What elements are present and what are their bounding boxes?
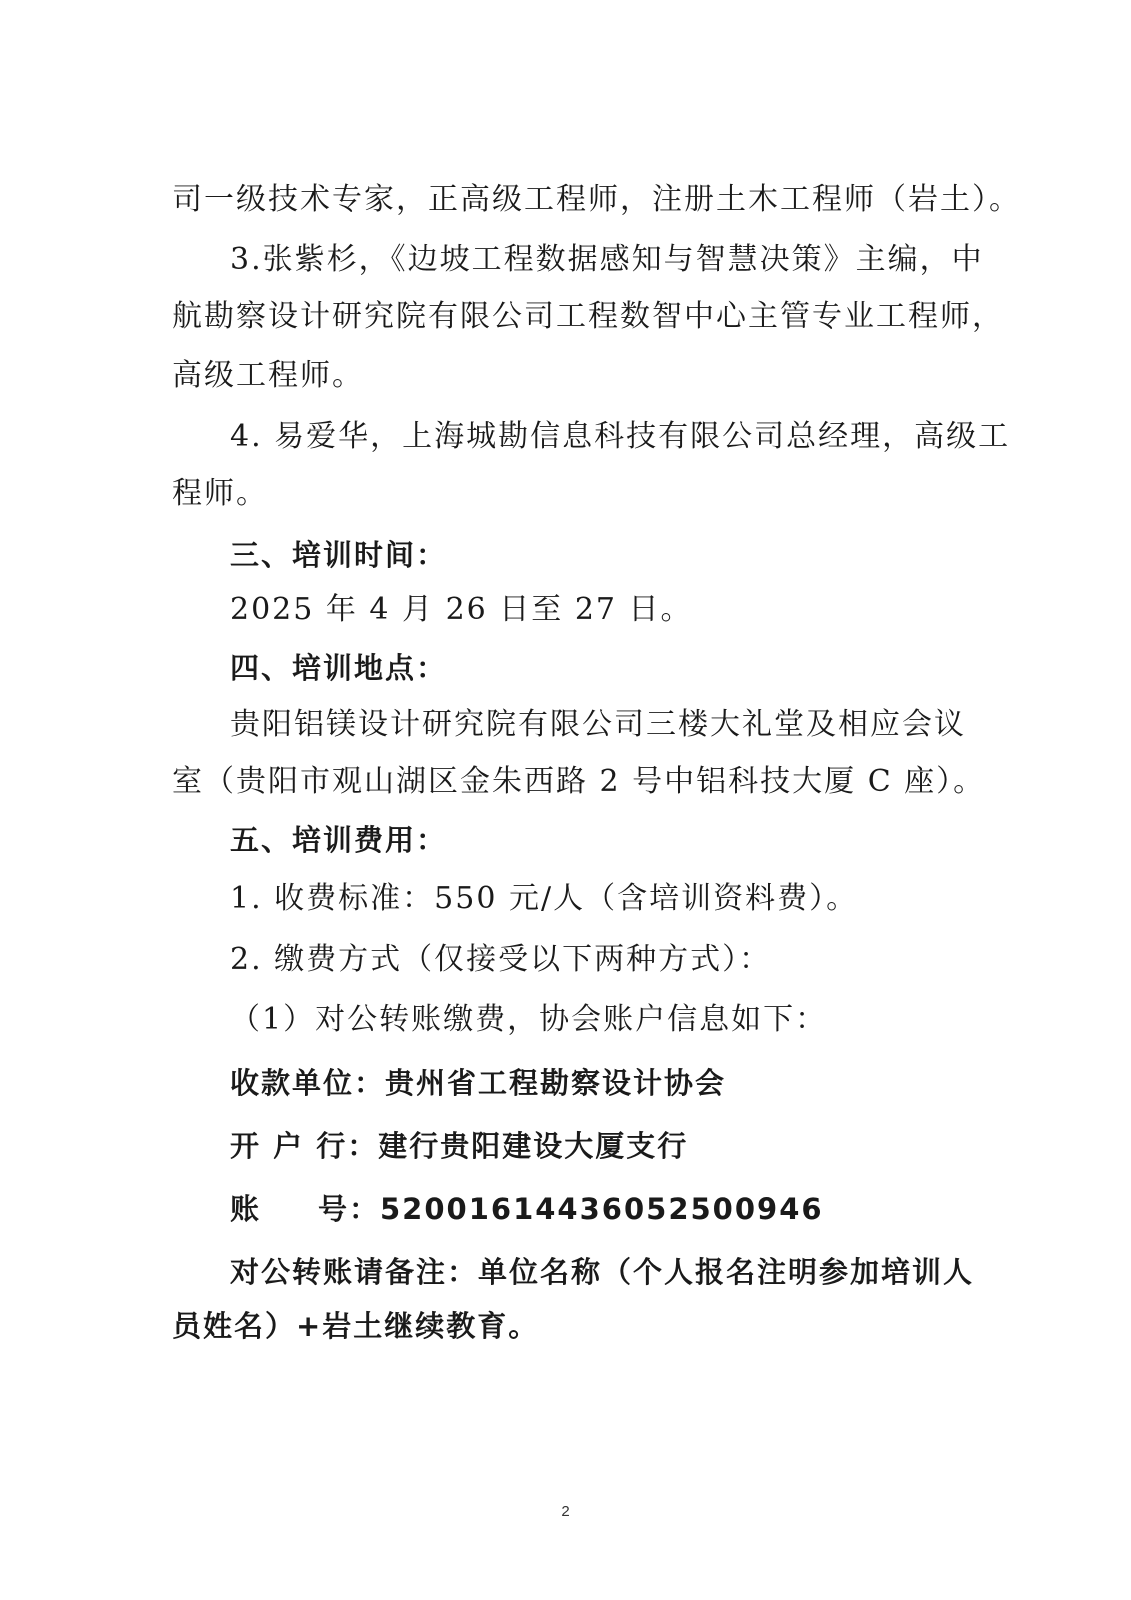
section-heading-training-location: 四、培训地点：	[230, 651, 448, 685]
training-location-text: 贵阳铝镁设计研究院有限公司三楼大礼堂及相应会议	[230, 707, 966, 742]
speaker-4-text: 4. 易爱华，上海城勘信息科技有限公司总经理，高级工	[230, 419, 1011, 454]
fee-standard: 1. 收费标准：550 元/人（含培训资料费）。	[230, 881, 859, 916]
speaker-3-text: 3.张紫杉，《边坡工程数据感知与智慧决策》主编，中	[230, 242, 984, 277]
payment-method-1: （1）对公转账缴费，协会账户信息如下：	[230, 1002, 828, 1037]
account-payee: 收款单位：贵州省工程勘察设计协会	[230, 1066, 727, 1100]
speaker-3-text-end: 高级工程师。	[172, 358, 364, 393]
account-number-label: 账	[230, 1192, 262, 1226]
account-number: 号：52001614436052500946	[318, 1192, 824, 1226]
payment-method: 2. 缴费方式（仅接受以下两种方式）：	[230, 942, 772, 977]
speaker-4-text-end: 程师。	[172, 476, 268, 511]
transfer-remark-end: 员姓名）+岩土继续教育。	[172, 1309, 540, 1343]
section-heading-training-fee: 五、培训费用：	[230, 823, 448, 857]
speaker-3-text-cont: 航勘察设计研究院有限公司工程数智中心主管专业工程师，	[172, 299, 1004, 334]
transfer-remark: 对公转账请备注：单位名称（个人报名注明参加培训人	[230, 1255, 975, 1289]
account-bank: 开 户 行：建行贵阳建设大厦支行	[230, 1129, 689, 1163]
training-date: 2025 年 4 月 26 日至 27 日。	[230, 592, 693, 627]
training-location-address: 室（贵阳市观山湖区金朱西路 2 号中铝科技大厦 C 座）。	[172, 764, 986, 799]
body-text-line: 司一级技术专家，正高级工程师，注册土木工程师（岩土）。	[172, 182, 1021, 217]
section-heading-training-time: 三、培训时间：	[230, 538, 448, 572]
page-number: 2	[561, 1503, 570, 1520]
